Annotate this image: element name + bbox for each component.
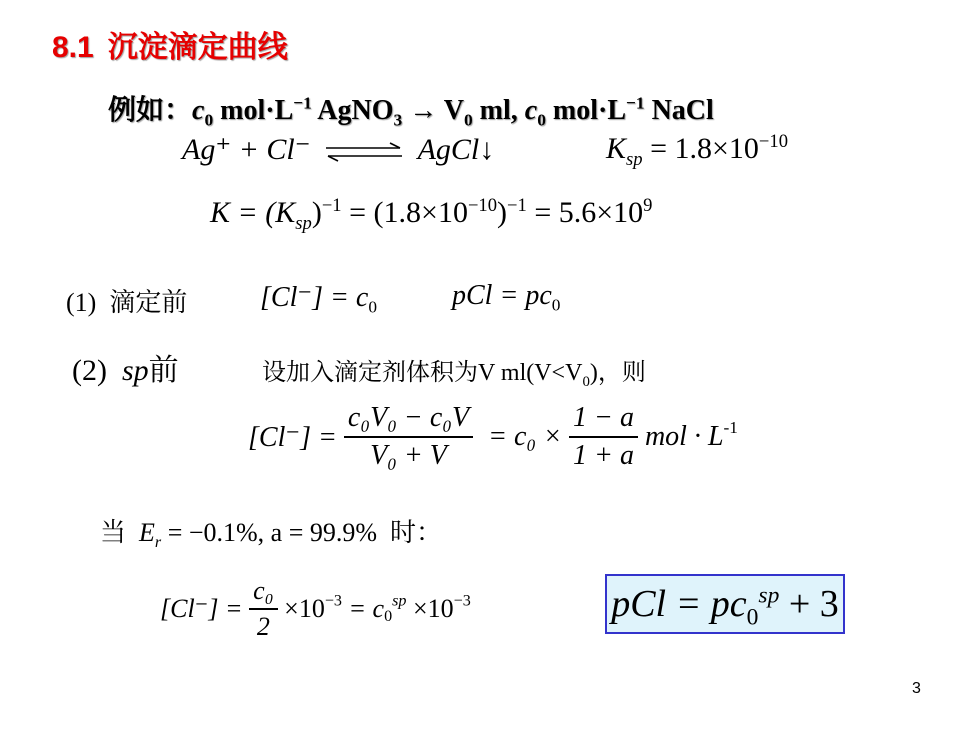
- v-subscript: 0: [463, 110, 473, 130]
- result-mid: ×10: [284, 594, 325, 623]
- result-mid2: = c: [341, 594, 385, 623]
- result-lhs: [Cl⁻] =: [160, 594, 243, 623]
- condition-er: E: [139, 518, 155, 547]
- ksp-expression: [606, 131, 788, 170]
- c0-symbol: c: [192, 95, 205, 126]
- c0b-subscript: 0: [537, 110, 546, 130]
- highlight-text: pCl = pc: [611, 583, 747, 625]
- condition-er-sub: r: [154, 534, 162, 552]
- unit-2: mol·L: [545, 95, 626, 126]
- step1-eq1: [260, 280, 378, 317]
- step2-fraction-2: [569, 402, 638, 472]
- highlight-box: [605, 574, 845, 634]
- k-mid2: = (1.8×10: [341, 196, 468, 229]
- result-numerator: c₀: [249, 576, 278, 610]
- step2-denominator-2: 1 + a: [573, 440, 634, 471]
- highlight-end: + 3: [779, 583, 839, 625]
- step2-lhs: [Cl⁻] =: [248, 422, 337, 453]
- step2-sp: sp: [121, 354, 149, 387]
- ksp-exponent: −10: [758, 131, 788, 152]
- step2-label: [72, 345, 179, 389]
- step2-unit-exp: -1: [723, 418, 738, 438]
- step1-eq1-sub: 0: [368, 297, 378, 317]
- step2-number: (2): [72, 354, 107, 387]
- step2-name: 前: [148, 354, 179, 387]
- result-denominator: 2: [256, 612, 270, 641]
- page-number: 3: [912, 680, 921, 697]
- reaction-left: Ag⁺ + Cl⁻: [182, 133, 311, 166]
- result-equation: [160, 576, 471, 642]
- step2-numerator-2: 1 − a: [569, 402, 638, 438]
- step2-desc-b: )，则: [589, 360, 646, 386]
- step1-eq2-sub: 0: [551, 295, 561, 315]
- ksp-value: = 1.8×10: [642, 132, 759, 165]
- step1-eq2: [452, 280, 561, 315]
- step2-desc-a: 设加入滴定剂体积为V ml(V<V: [262, 360, 583, 386]
- result-fraction: [249, 576, 278, 642]
- k-paren: ): [311, 196, 322, 229]
- step1-number: (1): [66, 288, 97, 317]
- result-mid3: ×10: [406, 594, 454, 623]
- result-exp1: −3: [324, 592, 342, 610]
- ksp-label: K: [606, 132, 627, 165]
- ksp-subscript: sp: [626, 149, 643, 170]
- k-equation: [210, 195, 653, 234]
- k-exp3: −1: [507, 195, 527, 216]
- k-result: = 5.6×10: [526, 196, 644, 229]
- k-sub: sp: [295, 213, 312, 234]
- step2-fraction-equation: [248, 402, 738, 472]
- c0-subscript: 0: [204, 110, 214, 130]
- step2-denominator: V₀ + V: [370, 440, 447, 471]
- reagent-nacl: NaCl: [644, 95, 714, 126]
- ml-text: ml,: [472, 95, 525, 126]
- highlight-sup: sp: [758, 582, 780, 609]
- step1-eq1-text: [Cl⁻] = c: [260, 282, 369, 313]
- step1-name: 滴定前: [109, 288, 188, 317]
- result-sup2: sp: [392, 592, 407, 610]
- arrow: →: [402, 95, 444, 126]
- c0b-symbol: c: [524, 95, 538, 126]
- step1-eq2-text: pCl = pc: [452, 280, 552, 311]
- reaction-equation: [182, 132, 494, 167]
- intro-prefix: 例如：: [108, 95, 193, 126]
- reaction-right: AgCl↓: [417, 133, 495, 166]
- k-lhs: K = (K: [210, 196, 296, 229]
- step2-fraction-1: [344, 402, 473, 472]
- step2-numerator: c₀V₀ − c₀V: [344, 402, 473, 438]
- k-exp1: −1: [321, 195, 342, 216]
- unit-2-exp: −1: [626, 93, 645, 113]
- step2-desc-sub: 0: [582, 373, 590, 390]
- k-mid3: ): [497, 196, 508, 229]
- condition-pre: 当: [100, 518, 127, 547]
- condition-line: [100, 512, 443, 552]
- step2-eq: = c₀ ×: [488, 421, 563, 452]
- intro-line: [108, 88, 714, 128]
- step2-unit: mol · L: [644, 421, 724, 452]
- step1-label: [66, 282, 187, 319]
- section-title: 沉淀滴定曲线: [107, 31, 288, 64]
- unit-1-exp: −1: [293, 93, 312, 113]
- equilibrium-arrow-icon: [324, 141, 404, 163]
- unit-1: mol·L: [213, 95, 294, 126]
- reagent-agno3: AgNO: [311, 95, 394, 126]
- v-symbol: V: [443, 95, 464, 126]
- condition-mid: = −0.1%, a = 99.9%: [161, 518, 378, 547]
- highlight-sub: 0: [746, 604, 759, 631]
- no3-subscript: 3: [393, 110, 403, 130]
- section-number: 8.1: [52, 31, 94, 64]
- result-sub2: 0: [384, 608, 393, 626]
- result-exp2: −3: [453, 592, 471, 610]
- k-exp2: −10: [467, 195, 498, 216]
- step2-description: [262, 352, 646, 390]
- slide-title: [52, 22, 288, 66]
- condition-post: 时：: [390, 518, 443, 547]
- k-exp4: 9: [643, 195, 653, 216]
